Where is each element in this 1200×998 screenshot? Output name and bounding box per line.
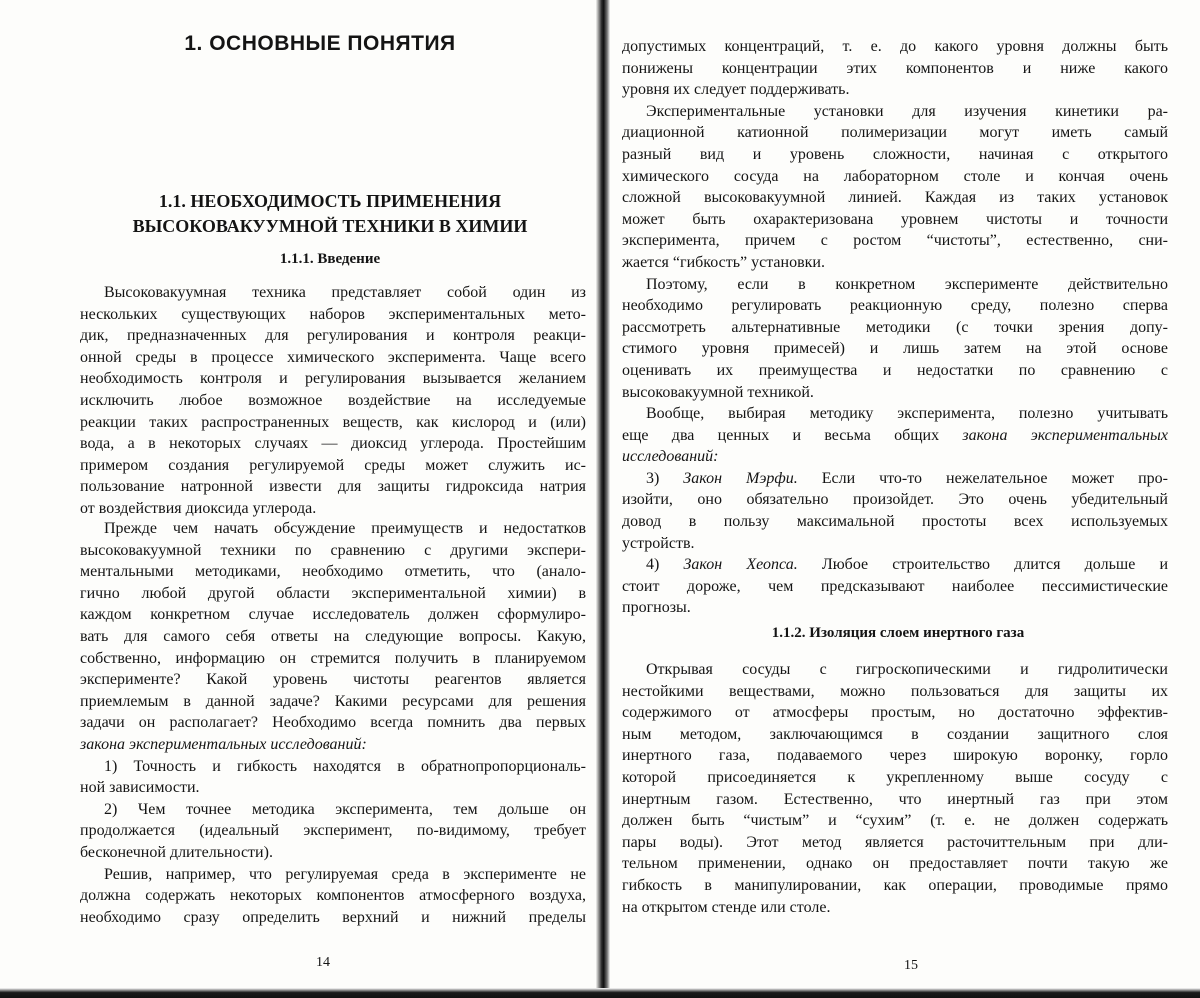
text-segment: Если что-то нежелательное может про-: [821, 469, 1169, 487]
law-2-line: 2) Чем точнее методика эксперимента, тем дольше он: [104, 800, 586, 818]
text-line: может быть охарактеризована уровнем чистоты и точности: [622, 210, 1168, 228]
law-4-line: стоит дороже, чем предсказывают наиболее пессимистические: [622, 577, 1168, 595]
law-4-line: прогнозы.: [622, 599, 691, 617]
text-line: эксперимента, причем с ростом “чистоты”, естественно, сни-: [622, 232, 1168, 250]
text-line: необходимо сразу определить верхний и нижний пределы: [80, 908, 586, 926]
text-line: разный вид и уровень сложности, начиная с открытого: [622, 145, 1168, 163]
text-line: ментальными методиками, необходимо отметить, что (анало-: [80, 563, 586, 581]
text-line: содержимого от атмосферы простым, но достаточно эффектив-: [622, 704, 1168, 722]
right-page-text-top: [622, 36, 1168, 619]
text-line: необходимость контроля и регулирования вызывается желанием: [80, 370, 586, 388]
text-line: инертным газом. Естественно, что инертный газ при этом: [622, 790, 1168, 808]
text-line: эксперименте? Какой уровень чистоты реагентов является: [80, 671, 586, 689]
text-line: Вообще, выбирая методику эксперимента, полезно учитывать: [646, 405, 1168, 423]
text-segment: Любое строительство длится дольше и: [821, 556, 1169, 574]
text-segment: еще два ценных и весьма общих: [622, 426, 940, 444]
law-number: 3): [646, 469, 660, 487]
law-2-line: бесконечной длительности).: [80, 843, 273, 861]
text-line: понижены концентрации этих компонентов и ниже какого: [622, 59, 1168, 77]
law-3-line: [622, 468, 1168, 490]
text-line: вать для самого себя ответы на следующие вопросы. Какую,: [80, 627, 586, 645]
text-line: приемлемым в данной задаче? Какими ресурсами для решения: [80, 692, 586, 710]
law-3-line: довод в пользу максимальной простоты всех используемых: [622, 513, 1168, 531]
law-name: Закон Мэрфи.: [683, 469, 798, 487]
law-name: Закон Хеопса.: [683, 556, 798, 574]
text-line: на открытом стенде или столе.: [622, 898, 831, 916]
text-line: онной среды в процессе химического эксперимента. Чаще всего: [80, 348, 586, 366]
text-line: должен быть “чистым” и “сухим” (т. е. не должен содержать: [622, 812, 1168, 830]
chapter-title: 1. ОСНОВНЫЕ ПОНЯТИЯ: [184, 32, 456, 55]
text-line: Открывая сосуды с гигроскопическими и гидролитически: [646, 661, 1168, 678]
law-4-line: [622, 554, 1168, 576]
text-line: гибкость в манипулировании, как операции, проводимые прямо: [622, 876, 1168, 894]
text-line: задачи он располагает? Необходимо всегда помнить два первых: [80, 714, 586, 732]
subsection-title-introduction: 1.1.1. Введение: [279, 251, 381, 267]
text-line: Экспериментальные установки для изучения кинетики ра-: [646, 102, 1168, 120]
law-number: 4): [646, 556, 660, 574]
subsection-title-inert-gas: 1.1.2. Изоляция слоем инертного газа: [771, 625, 1025, 641]
page-number-right: 15: [904, 958, 918, 973]
text-line: должна содержать некоторых компонентов атмосферного воздуха,: [80, 887, 586, 905]
left-page: [0, 0, 598, 998]
text-line: инертного газа, подаваемого через широкую воронку, горло: [622, 747, 1168, 765]
text-line: стимого уровня примесей) и лишь затем на этой основе: [622, 340, 1168, 358]
text-line: исключить любое возможное воздействие на исследуемые: [80, 391, 586, 409]
text-line: нестойкими веществами, можно пользоваться для защиты их: [622, 682, 1168, 700]
text-line: допустимых концентраций, т. е. до какого уровня должны быть: [622, 38, 1168, 55]
text-line: Поэтому, если в конкретном эксперименте действительно: [646, 275, 1168, 293]
law-2-line: продолжается (идеальный эксперимент, по-видимому, требует: [80, 822, 586, 840]
text-line: Прежде чем начать обсуждение преимуществ и недостатков: [104, 520, 586, 537]
text-line: уровня их следует поддерживать.: [622, 81, 850, 99]
page-number-left: 14: [316, 955, 330, 970]
paragraph-inert-gas: [622, 659, 1168, 918]
text-line: Решив, например, что регулируемая среда в эксперименте не: [104, 865, 586, 883]
text-line: тельном применении, однако он предоставляет почти такую же: [622, 855, 1168, 873]
text-line: оценивать их преимущества и недостатки по сравнению с: [622, 361, 1168, 379]
text-line: вода, а в некоторых случаях — диоксид углерода. Простейшим: [80, 435, 586, 453]
text-line: пользование натронной извести для защиты гидроксида натрия: [80, 478, 586, 496]
law-3-line: устройств.: [622, 534, 695, 552]
text-line: необходимо регулировать реакционную среду, полезно сперва: [622, 297, 1168, 315]
right-page: [608, 0, 1200, 998]
text-line-emphasis: исследований:: [622, 448, 719, 466]
text-line: высоковакуумной техники по сравнению с другими экспери-: [80, 541, 586, 559]
text-line: сложной высоковакуумной линией. Каждая из таких установок: [622, 189, 1168, 207]
text-line: примером создания регулируемой среды может служить ис-: [80, 456, 586, 474]
text-line: реакции таких распространенных веществ, как кислород и (или): [80, 413, 586, 431]
text-line: жается “гибкость” установки.: [622, 253, 825, 271]
text-line: ным методом, заключающимся в создании защитного слоя: [622, 725, 1168, 743]
text-line: гично любой другой области экспериментальной химии) в: [80, 584, 586, 602]
text-line: [622, 425, 1168, 447]
text-line: Высоковакуумная техника представляет собой один из: [104, 284, 586, 301]
law-1-line: ной зависимости.: [80, 779, 200, 797]
text-line: дик, предназначенных для регулирования и контроля реакци-: [80, 327, 586, 345]
text-line: от воздействия диоксида углерода.: [80, 499, 317, 517]
law-3-line: изойти, оно обязательно произойдет. Это очень убедительный: [622, 491, 1168, 509]
text-emphasis: закона экспериментальных: [962, 426, 1168, 444]
text-line: высоковакуумной техникой.: [622, 383, 814, 401]
law-1-line: 1) Точность и гибкость находятся в обратнопропорциональ-: [104, 757, 586, 775]
section-title: [80, 189, 580, 239]
text-line-emphasis: закона экспериментальных исследований:: [80, 735, 367, 753]
text-line: диационной катионной полимеризации могут иметь самый: [622, 124, 1168, 142]
text-line: которой присоединяется к укрепленному выше сосуду с: [622, 768, 1168, 786]
paragraph-questions: [80, 518, 586, 928]
text-line: нескольких существующих наборов экспериментальных мето-: [80, 305, 586, 323]
section-title-line: ВЫСОКОВАКУУМНОЙ ТЕХНИКИ В ХИМИИ: [132, 216, 528, 236]
section-title-line: 1.1. НЕОБХОДИМОСТЬ ПРИМЕНЕНИЯ: [158, 191, 502, 211]
text-line: рассмотреть альтернативные методики (с точки зрения допу-: [622, 318, 1168, 336]
text-line: собственно, информацию он стремится получить в планируемом: [80, 649, 586, 667]
book-bottom-edge: [0, 988, 1200, 998]
text-line: пары воды). Этот метод является расточиттельным при дли-: [622, 833, 1168, 851]
text-line: химического сосуда на лабораторном столе и кончая очень: [622, 167, 1168, 185]
paragraph-introduction: [80, 282, 586, 520]
text-line: каждом конкретном случае исследователь должен сформулиро-: [80, 606, 586, 624]
